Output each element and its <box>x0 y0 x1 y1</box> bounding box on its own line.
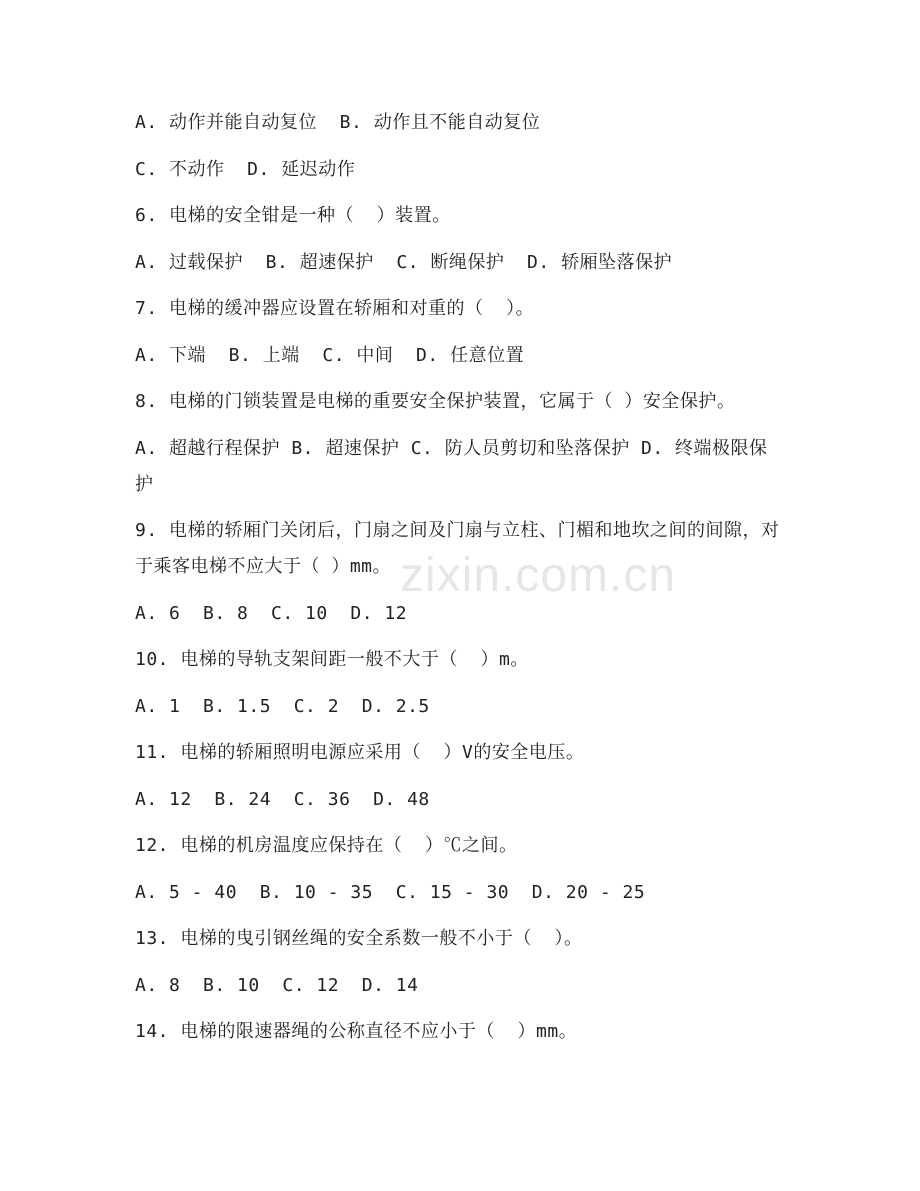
question-6: 6. 电梯的安全钳是一种（ ）装置。 <box>135 205 451 226</box>
question-8: 8. 电梯的门锁装置是电梯的重要安全保护装置，它属于（ ）安全保护。 <box>135 391 736 412</box>
options-q9: A. 6 B. 8 C. 10 D. 12 <box>135 602 408 624</box>
question-13: 13. 电梯的曳引钢丝绳的安全系数一般不小于（ ）。 <box>135 928 583 949</box>
options-q7: A. 下端 B. 上端 C. 中间 D. 任意位置 <box>135 344 525 366</box>
options-q11: A. 12 B. 24 C. 36 D. 48 <box>135 788 430 810</box>
options-q13: A. 8 B. 10 C. 12 D. 14 <box>135 974 419 996</box>
options-q12: A. 5 - 40 B. 10 - 35 C. 15 - 30 D. 20 - 25 <box>135 881 646 903</box>
options-q5: A. 动作并能自动复位 B. 动作且不能自动复位 <box>135 112 541 133</box>
question-14: 14. 电梯的限速器绳的公称直径不应小于（ ）mm。 <box>135 1021 578 1042</box>
question-11: 11. 电梯的轿厢照明电源应采用（ ）V的安全电压。 <box>135 742 585 763</box>
options-q8: A. 超越行程保护 B. 超速保护 C. 防人员剪切和坠落保护 D. 终端极限保护 <box>135 437 768 495</box>
options-q5-cont: C. 不动作 D. 延迟动作 <box>135 158 356 180</box>
question-10: 10. 电梯的导轨支架间距一般不大于（ ）m。 <box>135 649 529 670</box>
options-q6: A. 过载保护 B. 超速保护 C. 断绳保护 D. 轿厢坠落保护 <box>135 251 673 273</box>
question-list <box>135 105 785 1061</box>
question-9: 9. 电梯的轿厢门关闭后，门扇之间及门扇与立柱、门楣和地坎之间的间隙，对于乘客电梯不应大于（ ）mm。 <box>135 520 780 577</box>
question-7: 7. 电梯的缓冲器应设置在轿厢和对重的（ ）。 <box>135 298 535 319</box>
question-12: 12. 电梯的机房温度应保持在（ ）℃之间。 <box>135 835 518 856</box>
watermark: zixin.com.cn <box>400 549 677 602</box>
options-q10: A. 1 B. 1.5 C. 2 D. 2.5 <box>135 695 430 717</box>
